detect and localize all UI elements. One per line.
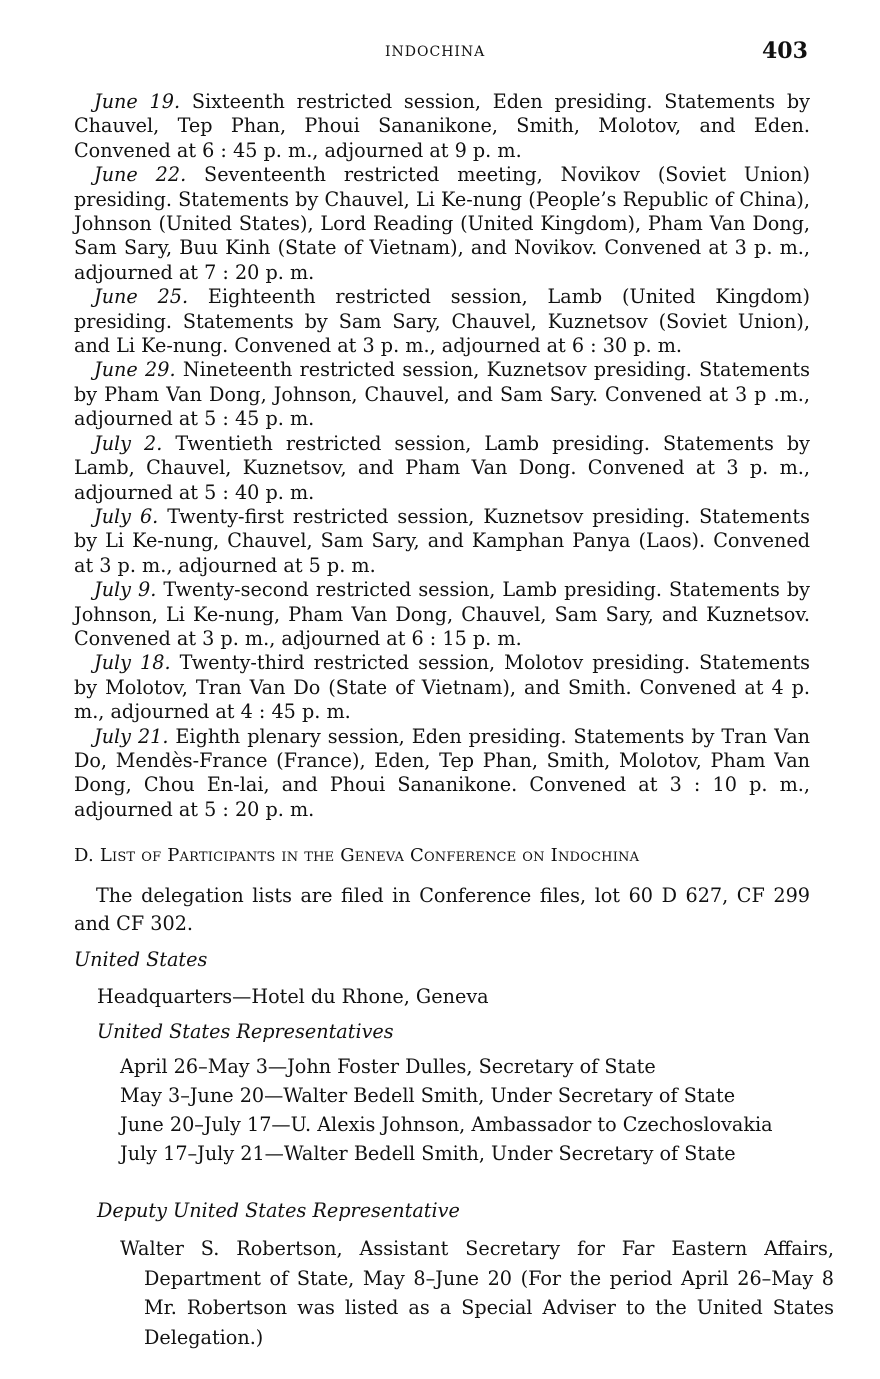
list-item: April 26–May 3—John Foster Dulles, Secretary of State (120, 1055, 656, 1078)
entry-text: Eighth plenary session, Eden presiding. Statements by Tran Van Do, Mendès-France (France), Eden, Tep Phan, Smith, Molotov, Pham Van Dong, Chou En-lai, and Phoui Sananikone. Convened at 3 : 10 p. m., adjourned at 5 : 20 p. m. (74, 724, 810, 821)
entry-date: July 6. (94, 504, 159, 528)
entry-text: Twentieth restricted session, Lamb presiding. Statements by Lamb, Chauvel, Kuznetsov, and Pham Van Dong. Convened at 3 p. m., adjourned at 5 : 40 p. m. (74, 431, 810, 504)
entry-date: June 25. (94, 285, 189, 309)
entry-text: Twenty-second restricted session, Lamb presiding. Statements by Johnson, Li Ke-nung, Pham Van Dong, Chauvel, Sam Sary, and Kuznetsov. Convened at 3 p. m., adjourned at 6 : 15 p. m. (74, 578, 811, 650)
session-entry (74, 432, 810, 505)
intro-paragraph: The delegation lists are filed in Conference files, lot 60 D 627, CF 299 and CF 302. (74, 884, 810, 935)
running-title: INDOCHINA (385, 44, 486, 60)
entry-text: Nineteenth restricted session, Kuznetsov presiding. Statements by Pham Van Dong, Johnson, Chauvel, and Sam Sary. Convened at 3 p .m., adjourned at 5 : 45 p. m. (74, 358, 810, 431)
entry-date: June 22. (94, 163, 187, 187)
entry-date: July 9. (94, 578, 157, 602)
entry-date: June 29. (94, 358, 176, 382)
entry-date: June 19. (94, 90, 181, 113)
representatives-heading: United States Representatives (97, 1020, 394, 1043)
representatives-list (120, 1055, 810, 1171)
headquarters-line: Headquarters—Hotel du Rhone, Geneva (97, 985, 489, 1008)
session-entry (74, 505, 810, 578)
entry-text: Sixteenth restricted session, Eden presiding. Statements by Chauvel, Tep Phan, Phoui Sananikone, Smith, Molotov, and Eden. Convened at 6 : 45 p. m., adjourned at 9 p. m. (74, 90, 810, 162)
list-item: July 17–July 21—Walter Bedell Smith, Under Secretary of State (120, 1142, 736, 1165)
entry-text: Twenty-first restricted session, Kuznetsov presiding. Statements by Li Ke-nung, Chauvel, Sam Sary, and Kamphan Panya (Laos). Convened at 3 p. m., adjourned at 5 p. m. (74, 504, 810, 577)
session-entry (74, 285, 810, 358)
entry-date: July 2. (94, 431, 163, 455)
entry-date: July 21. (94, 724, 169, 748)
deputy-paragraph: Walter S. Robertson, Assistant Secretary for Far Eastern Affairs, Department of State, May 8–June 20 (For the period April 26–May 8 Mr. Robertson was listed as a Special Adviser to the United States Delegation.) (120, 1237, 834, 1349)
entry-text: Seventeenth restricted meeting, Novikov (Soviet Union) presiding. Statements by Chauvel, Li Ke-nung (People’s Republic of China), Johnson (United States), Lord Reading (United Kingdom), Pham Van Dong, Sam Sary, Buu Kinh (State of Vietnam), and Novikov. Convened at 3 p. m., adjourned at 7 : 20 p. m. (74, 163, 810, 284)
entry-text: Eighteenth restricted session, Lamb (United Kingdom) presiding. Statements by Sam Sary, Chauvel, Kuznetsov (Soviet Union), and Li Ke-nung. Convened at 3 p. m., adjourned at 6 : 30 p. m. (74, 285, 810, 358)
session-entry (74, 90, 810, 163)
session-entry (74, 358, 810, 431)
list-item: June 20–July 17—U. Alexis Johnson, Ambassador to Czechoslovakia (120, 1113, 773, 1136)
country-heading: United States (74, 948, 208, 971)
deputy-heading: Deputy United States Representative (97, 1199, 460, 1222)
session-entry (74, 651, 810, 724)
running-head (0, 38, 880, 68)
page-number: 403 (762, 38, 808, 64)
session-entries (74, 90, 810, 822)
entry-text: Twenty-third restricted session, Molotov presiding. Statements by Molotov, Tran Van Do (State of Vietnam), and Smith. Convened at 4 p. m., adjourned at 4 : 45 p. m. (74, 651, 810, 724)
section-heading: D. List of Participants in the Geneva Conference on Indochina (74, 845, 640, 866)
session-entry (74, 578, 810, 651)
list-item: May 3–June 20—Walter Bedell Smith, Under Secretary of State (120, 1084, 736, 1107)
session-entry (74, 725, 810, 823)
entry-date: July 18. (94, 651, 171, 675)
session-entry (74, 163, 810, 285)
